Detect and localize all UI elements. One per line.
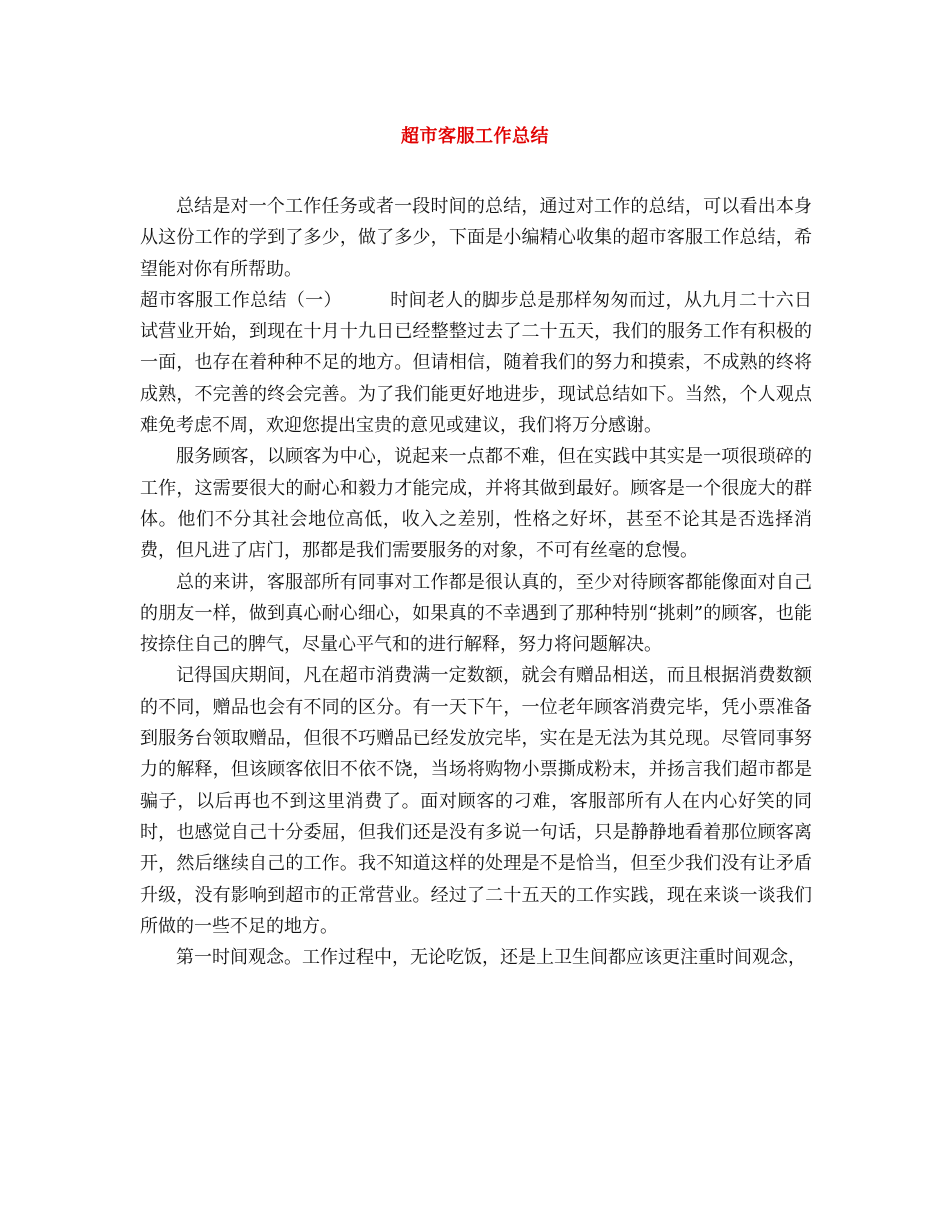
section-first-text: 时间老人的脚步总是那样匆匆而过，从九月二十六日试营业开始，到现在十月十九日已经整整过去了二十五天，我们的服务工作有积极的一面，也存在着种种不足的地方。但请相信，随着我们的努力和摸索，不成熟的终将成熟，不完善的终会完善。为了我们能更好地进步，现试总结如下。当然，个人观点难免考虑不周，欢迎您提出宝贵的意见或建议，我们将万分感谢。 [140,289,813,437]
body-paragraph: 第一时间观念。工作过程中，无论吃饭，还是上卫生间都应该更注重时间观念， [176,947,806,969]
section-heading: 超市客服工作总结（一） [140,289,342,311]
body-paragraph: 记得国庆期间，凡在超市消费满一定数额，就会有赠品相送，而且根据消费数额的不同，赠品也会有不同的区分。有一天下午，一位老年顾客消费完毕，凭小票准备到服务台领取赠品，但很不巧赠品已经发放完毕，实在是无法为其兑现。尽管同事努力的解释，但该顾客依旧不依不饶，当场将购物小票撕成粉末，并扬言我们超市都是骗子，以后再也不到这里消费了。面对顾客的刁难，客服部所有人在内心好笑的同时，也感觉自己十分委屈，但我们还是没有多说一句话，只是静静地看着那位顾客离开，然后继续自己的工作。我不知道这样的处理是不是恰当，但至少我们没有让矛盾升级，没有影响到超市的正常营业。经过了二十五天的工作实践，现在来谈一谈我们所做的一些不足的地方。 [140,665,812,937]
intro-paragraph: 总结是对一个工作任务或者一段时间的总结，通过对工作的总结，可以看出本身从这份工作的学到了多少，做了多少，下面是小编精心收集的超市客服工作总结，希望能对你有所帮助。 [140,196,812,280]
document-title: 超市客服工作总结 [401,126,549,147]
document-body [140,191,812,973]
body-paragraph: 总的来讲，客服部所有同事对工作都是很认真的，至少对待顾客都能像面对自己的朋友一样，做到真心耐心细心，如果真的不幸遇到了那种特别“挑刺”的顾客，也能按捺住自己的脾气，尽量心平气和的进行解释，努力将问题解决。 [140,571,812,656]
body-paragraph: 服务顾客，以顾客为中心，说起来一点都不难，但在实践中其实是一项很琐碎的工作，这需要很大的耐心和毅力才能完成，并将其做到最好。顾客是一个很庞大的群体。他们不分其社会地位高低，收入之差别，性格之好坏，甚至不论其是否选择消费，但凡进了店门，那都是我们需要服务的对象，不可有丝毫的怠慢。 [140,446,812,562]
section-paragraph [140,285,812,441]
